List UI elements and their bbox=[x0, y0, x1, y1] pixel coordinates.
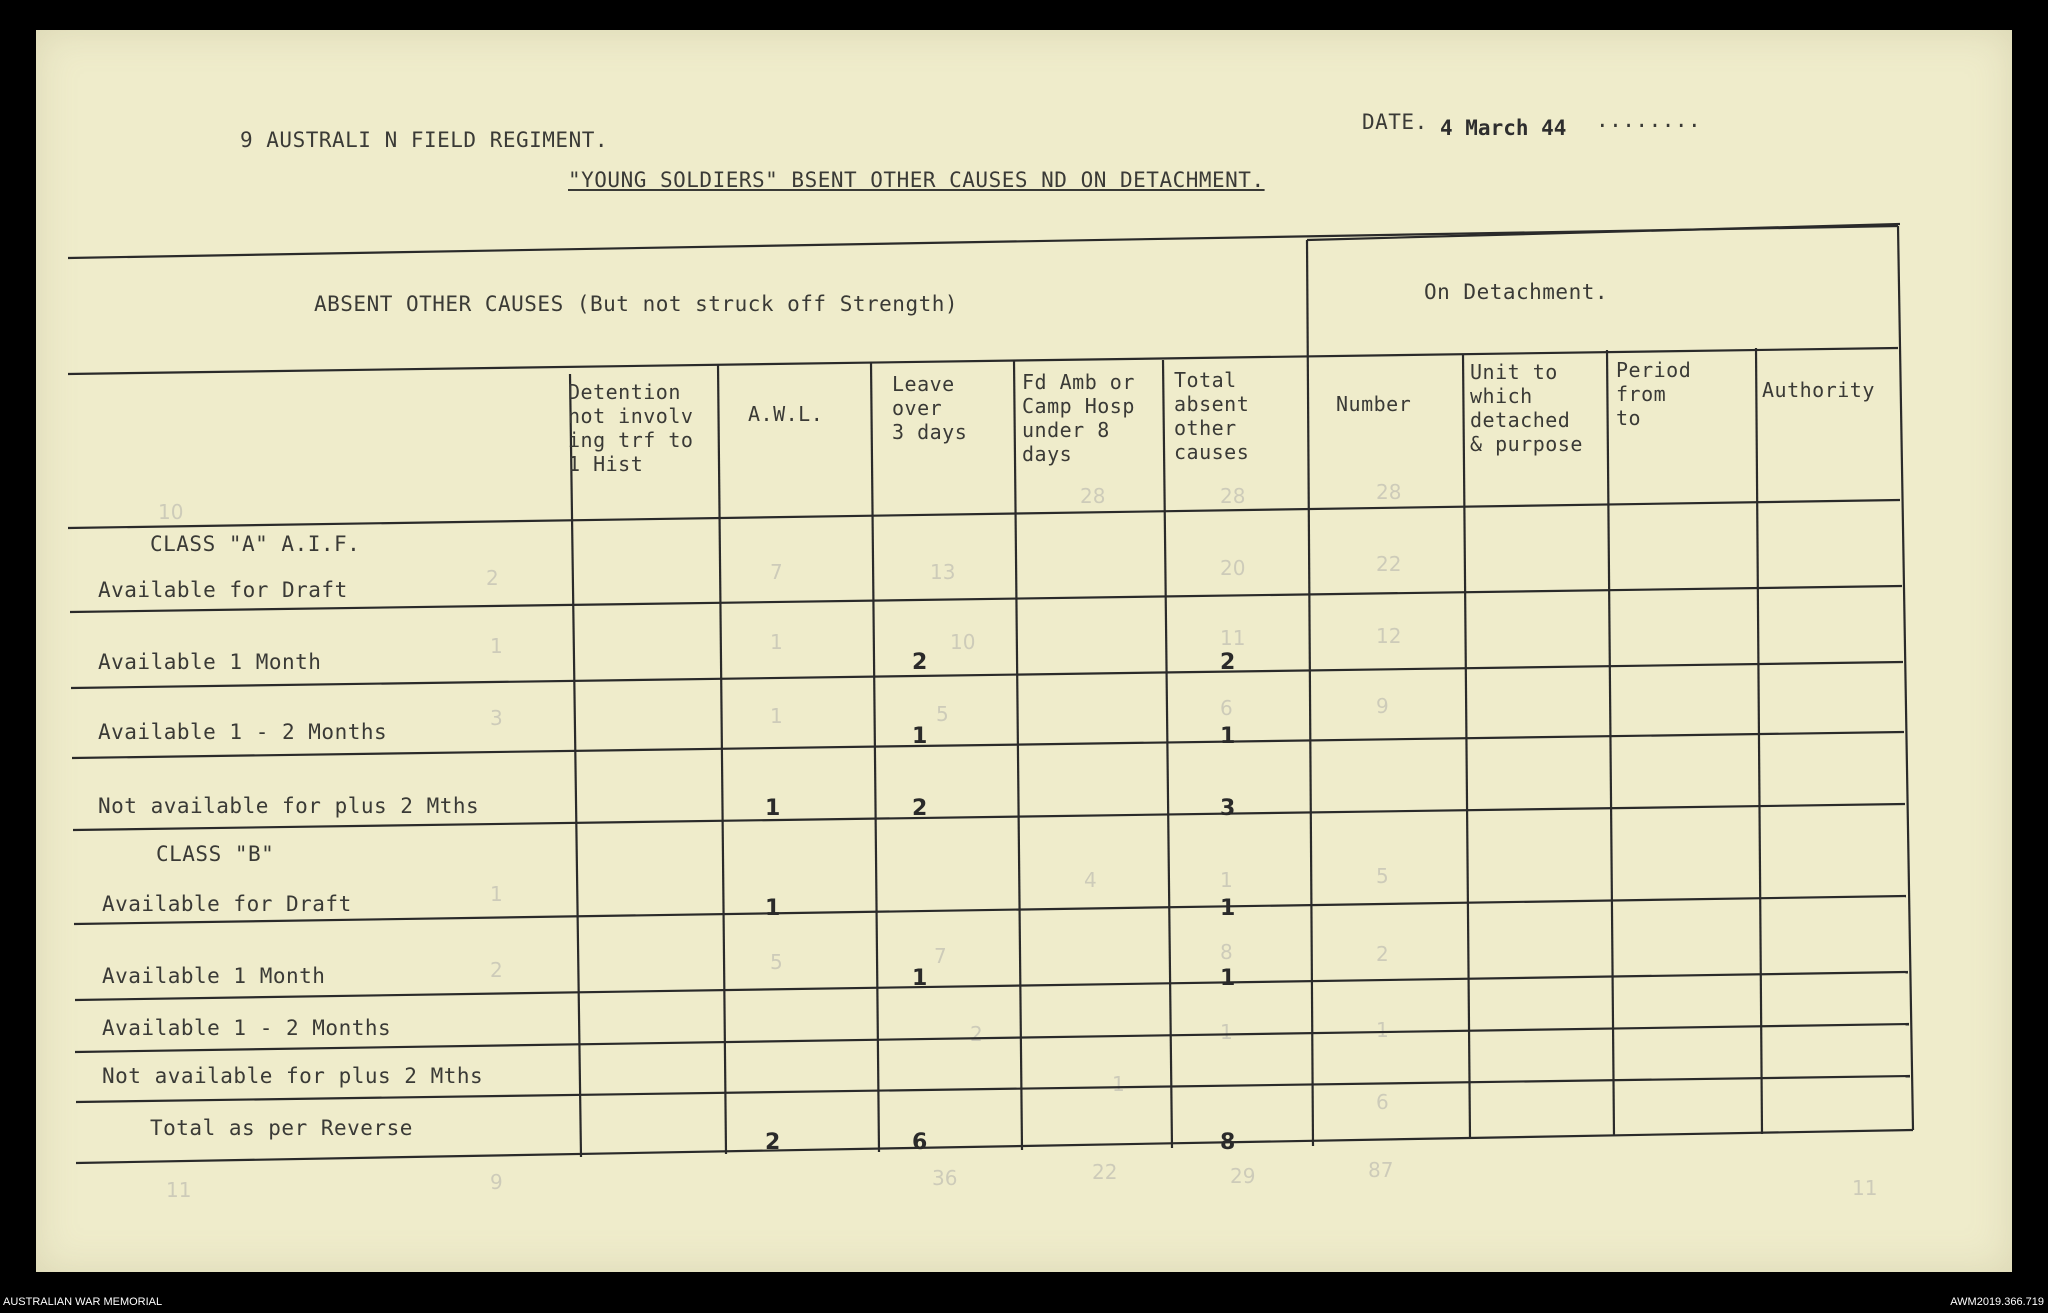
show-through-number: 7 bbox=[770, 560, 783, 584]
col-fd-amb: Fd Amb or Camp Hosp under 8 days bbox=[1022, 370, 1135, 466]
class-heading: CLASS "A" A.I.F. bbox=[150, 532, 361, 556]
col-period: Period from to bbox=[1616, 358, 1692, 430]
show-through-number: 87 bbox=[1368, 1158, 1394, 1182]
show-through-number: 11 bbox=[1852, 1176, 1878, 1200]
show-through-number: 2 bbox=[486, 566, 499, 590]
show-through-number: 11 bbox=[1220, 626, 1246, 650]
show-through-number: 29 bbox=[1230, 1164, 1256, 1188]
cell-leave: 2 bbox=[912, 796, 928, 821]
show-through-number: 12 bbox=[1376, 624, 1402, 648]
show-through-number: 9 bbox=[1376, 694, 1389, 718]
cell-total: 1 bbox=[1220, 896, 1236, 921]
cell-total: 8 bbox=[1220, 1130, 1236, 1155]
cell-leave: 1 bbox=[912, 966, 928, 991]
date-label: DATE. bbox=[1362, 110, 1428, 134]
row-label: Available for Draft bbox=[102, 892, 352, 916]
show-through-number: 1 bbox=[770, 704, 783, 728]
col-number: Number bbox=[1336, 392, 1412, 416]
cell-leave: 1 bbox=[912, 724, 928, 749]
show-through-number: 6 bbox=[1220, 696, 1233, 720]
show-through-number: 2 bbox=[1376, 942, 1389, 966]
date-dots: ........ bbox=[1596, 108, 1702, 132]
row-label: Available for Draft bbox=[98, 578, 348, 602]
show-through-number: 1 bbox=[1220, 1020, 1233, 1044]
cell-total: 1 bbox=[1220, 966, 1236, 991]
detachment-section-title: On Detachment. bbox=[1424, 280, 1609, 304]
cell-leave: 2 bbox=[912, 650, 928, 675]
show-through-number: 28 bbox=[1080, 484, 1106, 508]
footer-credit: AUSTRALIAN WAR MEMORIAL bbox=[3, 1296, 163, 1308]
show-through-number: 20 bbox=[1220, 556, 1246, 580]
show-through-number: 1 bbox=[490, 634, 503, 658]
show-through-number: 9 bbox=[490, 1170, 503, 1194]
cell-total: 3 bbox=[1220, 796, 1236, 821]
absent-section-title: ABSENT OTHER CAUSES (But not struck off Strength) bbox=[314, 292, 959, 316]
show-through-number: 8 bbox=[1220, 940, 1233, 964]
col-leave: Leave over 3 days bbox=[892, 372, 968, 444]
show-through-number: 28 bbox=[1376, 480, 1402, 504]
row-label: Available 1 Month bbox=[98, 650, 322, 674]
col-detention: Detention not involv ing trf to 1 Hist bbox=[568, 380, 694, 476]
show-through-number: 7 bbox=[934, 944, 947, 968]
show-through-number: 28 bbox=[1220, 484, 1246, 508]
col-unit-detached: Unit to which detached & purpose bbox=[1470, 360, 1583, 456]
date-value: 4 March 44 bbox=[1440, 116, 1567, 140]
show-through-number: 5 bbox=[1376, 864, 1389, 888]
show-through-number: 2 bbox=[970, 1022, 983, 1046]
footer-catalog-id: AWM2019.366.719 bbox=[1950, 1296, 2044, 1308]
class-heading: CLASS "B" bbox=[156, 842, 275, 866]
show-through-number: 2 bbox=[490, 958, 503, 982]
cell-leave: 6 bbox=[912, 1130, 928, 1155]
form-subtitle: "YOUNG SOLDIERS" BSENT OTHER CAUSES ND ON DETACHMENT. bbox=[568, 168, 1265, 192]
show-through-number: 6 bbox=[1376, 1090, 1389, 1114]
cell-awl: 2 bbox=[765, 1130, 781, 1155]
show-through-number: 5 bbox=[770, 950, 783, 974]
show-through-number: 10 bbox=[158, 500, 184, 524]
show-through-number: 5 bbox=[936, 702, 949, 726]
cell-awl: 1 bbox=[765, 896, 781, 921]
show-through-number: 13 bbox=[930, 560, 956, 584]
unit-name: 9 AUSTRALI N FIELD REGIMENT. bbox=[240, 128, 609, 152]
col-total: Total absent other causes bbox=[1174, 368, 1250, 464]
col-awl: A.W.L. bbox=[748, 402, 824, 426]
show-through-number: 1 bbox=[1220, 868, 1233, 892]
show-through-number: 22 bbox=[1092, 1160, 1118, 1184]
show-through-number: 1 bbox=[770, 630, 783, 654]
row-label: Total as per Reverse bbox=[150, 1116, 413, 1140]
show-through-number: 22 bbox=[1376, 552, 1402, 576]
row-label: Available 1 Month bbox=[102, 964, 326, 988]
col-authority: Authority bbox=[1762, 378, 1875, 402]
cell-total: 2 bbox=[1220, 650, 1236, 675]
show-through-number: 4 bbox=[1084, 868, 1097, 892]
row-label: Not available for plus 2 Mths bbox=[102, 1064, 484, 1088]
show-through-number: 3 bbox=[490, 706, 503, 730]
cell-awl: 1 bbox=[765, 796, 781, 821]
show-through-number: 1 bbox=[1112, 1072, 1125, 1096]
show-through-number: 1 bbox=[490, 882, 503, 906]
show-through-number: 1 bbox=[1376, 1018, 1389, 1042]
show-through-number: 11 bbox=[166, 1178, 192, 1202]
row-label: Not available for plus 2 Mths bbox=[98, 794, 480, 818]
show-through-number: 36 bbox=[932, 1166, 958, 1190]
row-label: Available 1 - 2 Months bbox=[98, 720, 388, 744]
row-label: Available 1 - 2 Months bbox=[102, 1016, 392, 1040]
show-through-number: 10 bbox=[950, 630, 976, 654]
cell-total: 1 bbox=[1220, 724, 1236, 749]
